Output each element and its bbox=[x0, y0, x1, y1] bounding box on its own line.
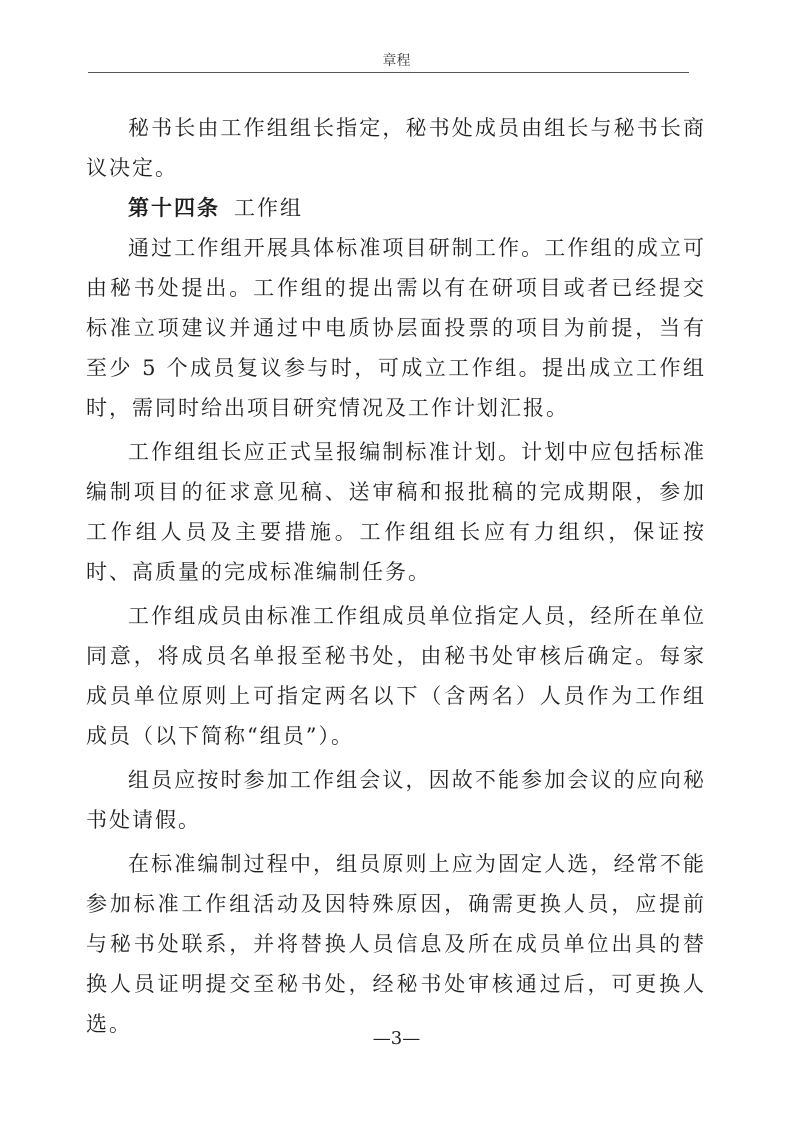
header-divider bbox=[88, 72, 689, 73]
paragraph: 通过工作组开展具体标准项目研制工作。工作组的成立可由秘书处提出。工作组的提出需以有在研项目或者已经提交标准立项建议并通过中电质协层面投票的项目为前提，当有至少 5 个成员复议参与时，可成立工作组。提出成立工作组时，需同时给出项目研究情况及工作计划汇报。 bbox=[86, 236, 706, 420]
article-number: 第十四条 bbox=[128, 195, 220, 220]
page-number: —3— bbox=[372, 1028, 421, 1049]
paragraph: 在标准编制过程中，组员原则上应为固定人选，经常不能参加标准工作组活动及因特殊原因，确需更换人员，应提前与秘书处联系，并将替换人员信息及所在成员单位出具的替换人员证明提交至秘书处，经秘书处审核通过后，可更换人选。 bbox=[86, 852, 706, 1036]
article-heading bbox=[86, 188, 706, 228]
running-header: 章程 bbox=[382, 53, 411, 69]
paragraph: 工作组成员由标准工作组成员单位指定人员，经所在单位同意，将成员名单报至秘书处，由秘书处审核后确定。每家成员单位原则上可指定两名以下（含两名）人员作为工作组成员（以下简称“组员”）。 bbox=[86, 604, 706, 748]
article-title: 工作组 bbox=[234, 196, 303, 220]
paragraph: 秘书长由工作组组长指定，秘书处成员由组长与秘书长商议决定。 bbox=[86, 116, 706, 180]
document-body bbox=[86, 108, 706, 1044]
paragraph: 组员应按时参加工作组会议，因故不能参加会议的应向秘书处请假。 bbox=[86, 768, 706, 832]
paragraph: 工作组组长应正式呈报编制标准计划。计划中应包括标准编制项目的征求意见稿、送审稿和报批稿的完成期限，参加工作组人员及主要措施。工作组组长应有力组织，保证按时、高质量的完成标准编制任务。 bbox=[86, 440, 706, 584]
